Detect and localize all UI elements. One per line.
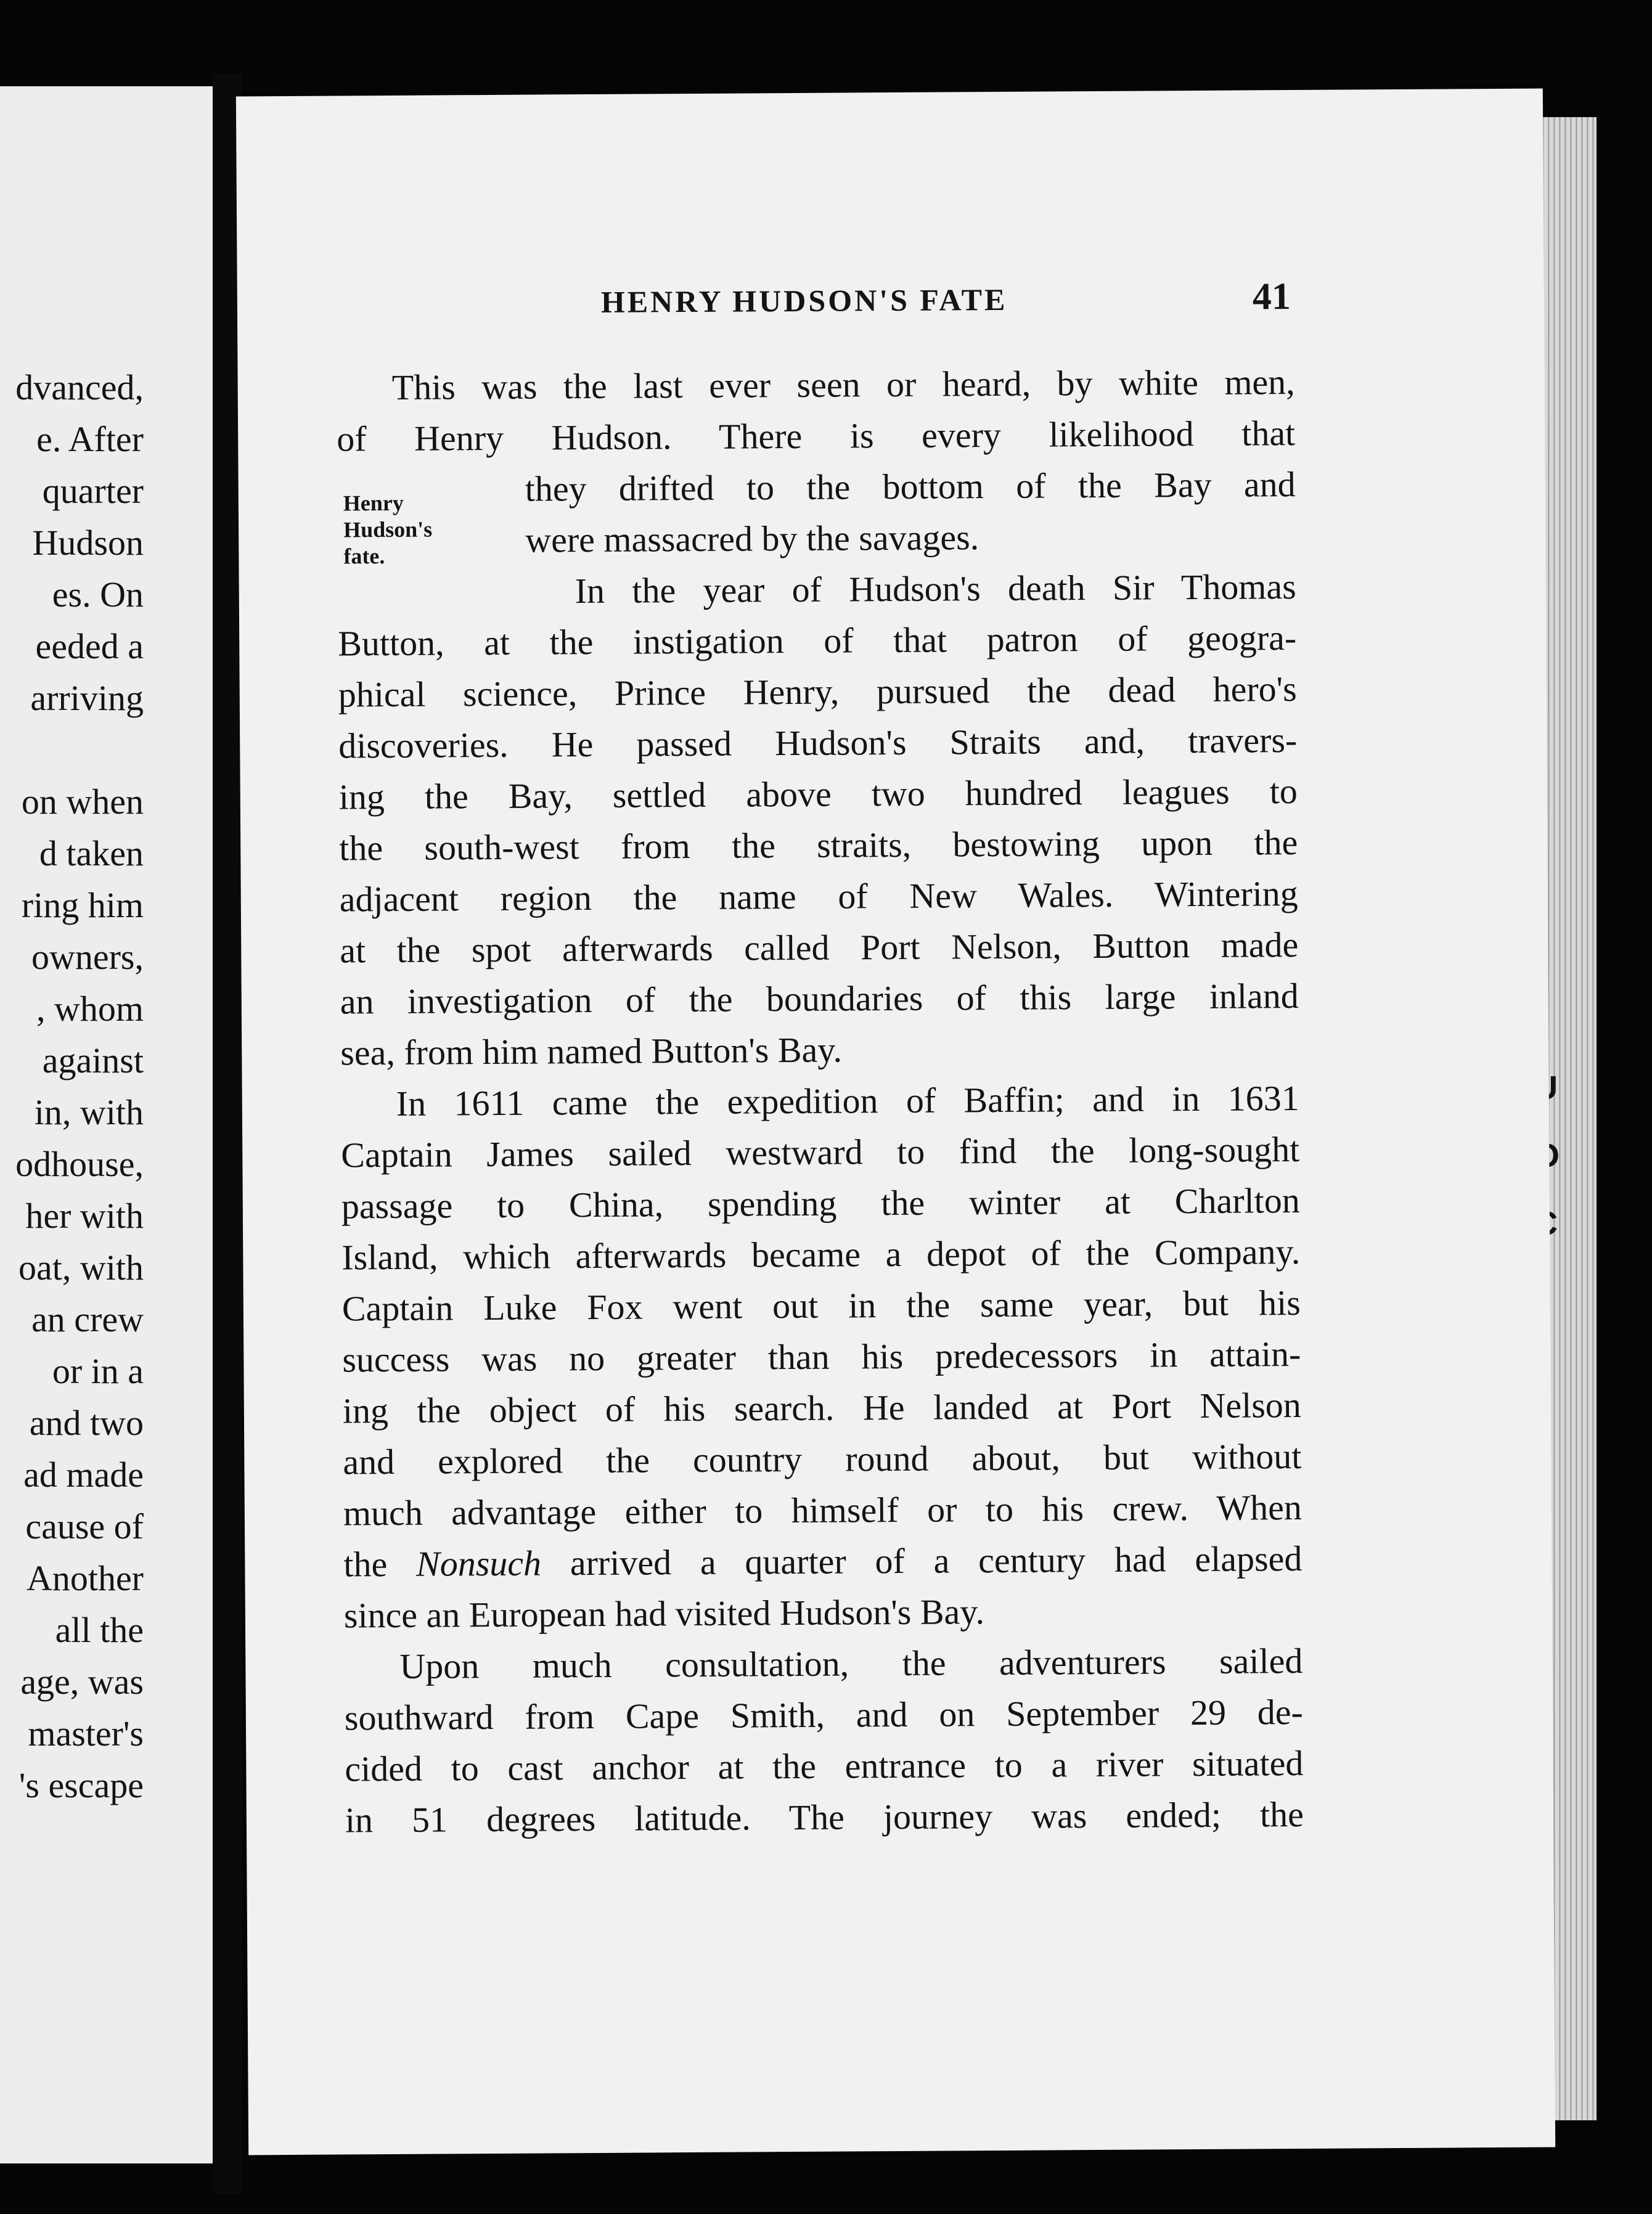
text-line: in 51 degrees latitude. The journey was ended; the [345,1794,1304,1840]
previous-page-line: against [42,1040,144,1080]
text-line: at the spot afterwards called Port Nelson, Button made [340,925,1299,971]
previous-page-line: dvanced, [15,367,144,407]
text-fragment: arrived a quarter of a century had elapsed [541,1538,1302,1583]
text-line: were massacred by the savages. [525,517,979,560]
margin-note-line: fate. [343,544,385,569]
previous-page-line: on when [21,782,144,822]
text-line: adjacent region the name of New Wales. Wintering [339,873,1298,920]
text-line: they drifted to the bottom of the Bay and [525,464,1296,509]
text-line: In the year of Hudson's death Sir Thomas [575,566,1296,611]
text-line: success was no greater than his predecessors in attain- [342,1333,1301,1380]
previous-page [0,86,213,2163]
text-line: Button, at the instigation of that patron of geogra- [338,618,1297,664]
text-line: ing the Bay, settled above two hundred leagues to [338,771,1298,817]
text-line: phical science, Prince Henry, pursued the dead hero's [338,669,1297,715]
text-line: much advantage either to himself or to his crew. When [343,1487,1302,1534]
previous-page-line: oat, with [18,1248,144,1288]
text-line [343,1533,1302,1590]
page-header [237,274,1544,331]
text-line: Captain James sailed westward to find the long-sought [341,1129,1300,1175]
previous-page-line [15,724,144,776]
text-line: Island, which afterwards became a depot of the Company. [341,1231,1301,1278]
ship-name-nonsuch: Nonsuch [415,1543,542,1584]
paragraph-2 [337,561,1299,1078]
text-line: In 1611 came the expedition of Baffin; and in 1631 [396,1078,1299,1124]
previous-page-line: es. On [52,574,144,615]
previous-page-text [15,362,144,1812]
previous-page-line: ring him [21,885,144,925]
text-line: an investigation of the boundaries of this large inland [340,976,1299,1022]
previous-page-line: arriving [30,678,144,718]
previous-page-line: e. After [36,419,144,459]
running-head: HENRY HUDSON'S FATE [600,282,1008,319]
previous-page-line: in, with [34,1092,144,1132]
text-line: passage to China, spending the winter at Charlton [341,1180,1300,1227]
previous-page-line: d taken [39,833,144,873]
text-line: This was the last ever seen or heard, by white men, [391,362,1295,407]
text-fragment: the [343,1543,417,1585]
previous-page-line: 's escape [18,1765,144,1805]
margin-note-line: Hudson's [343,517,433,542]
paragraph-1 [336,356,1296,566]
current-page [236,89,1555,2155]
text-line: and explored the country round about, but without [343,1436,1302,1482]
paragraph-3 [341,1072,1303,1641]
previous-page-line: Another [26,1558,144,1598]
text-line: sea, from him named Button's Bay. [340,1029,843,1073]
previous-page-line: or in a [52,1351,144,1391]
previous-page-line: age, was [20,1662,144,1702]
previous-page-line: all the [55,1610,144,1650]
margin-note-line: Henry [343,490,404,516]
previous-page-line: , whom [36,989,144,1029]
text-line: Upon much consultation, the adventurers sailed [399,1640,1303,1686]
previous-page-line: ad made [23,1455,144,1495]
previous-page-line: owners, [31,937,144,977]
previous-page-line: her with [25,1196,144,1236]
previous-page-line: eeded a [35,626,144,666]
previous-page-line: master's [28,1714,144,1754]
previous-page-line: and two [29,1403,144,1443]
paragraph-4 [344,1635,1304,1845]
body-text [336,356,1304,1845]
text-line: cided to cast anchor at the entrance to a river situated [345,1742,1304,1789]
text-line: Captain Luke Fox went out in the same year, but his [341,1282,1301,1329]
previous-page-line: cause of [25,1506,144,1546]
text-line: southward from Cape Smith, and on September 29 de- [344,1691,1304,1738]
text-line: ing the object of his search. He landed at Port Nelson [342,1384,1302,1431]
page-number: 41 [1252,276,1291,318]
previous-page-line: quarter [42,471,144,511]
text-line: of Henry Hudson. There is every likelihood that [337,413,1296,459]
previous-page-line: an crew [31,1299,144,1339]
previous-page-line: Hudson [32,523,144,563]
text-line: discoveries. He passed Hudson's Straits and, travers- [338,720,1298,766]
text-line: since an European had visited Hudson's Bay. [343,1591,985,1636]
text-line: the south-west from the straits, bestowing upon the [339,822,1298,868]
previous-page-line: odhouse, [15,1144,144,1184]
